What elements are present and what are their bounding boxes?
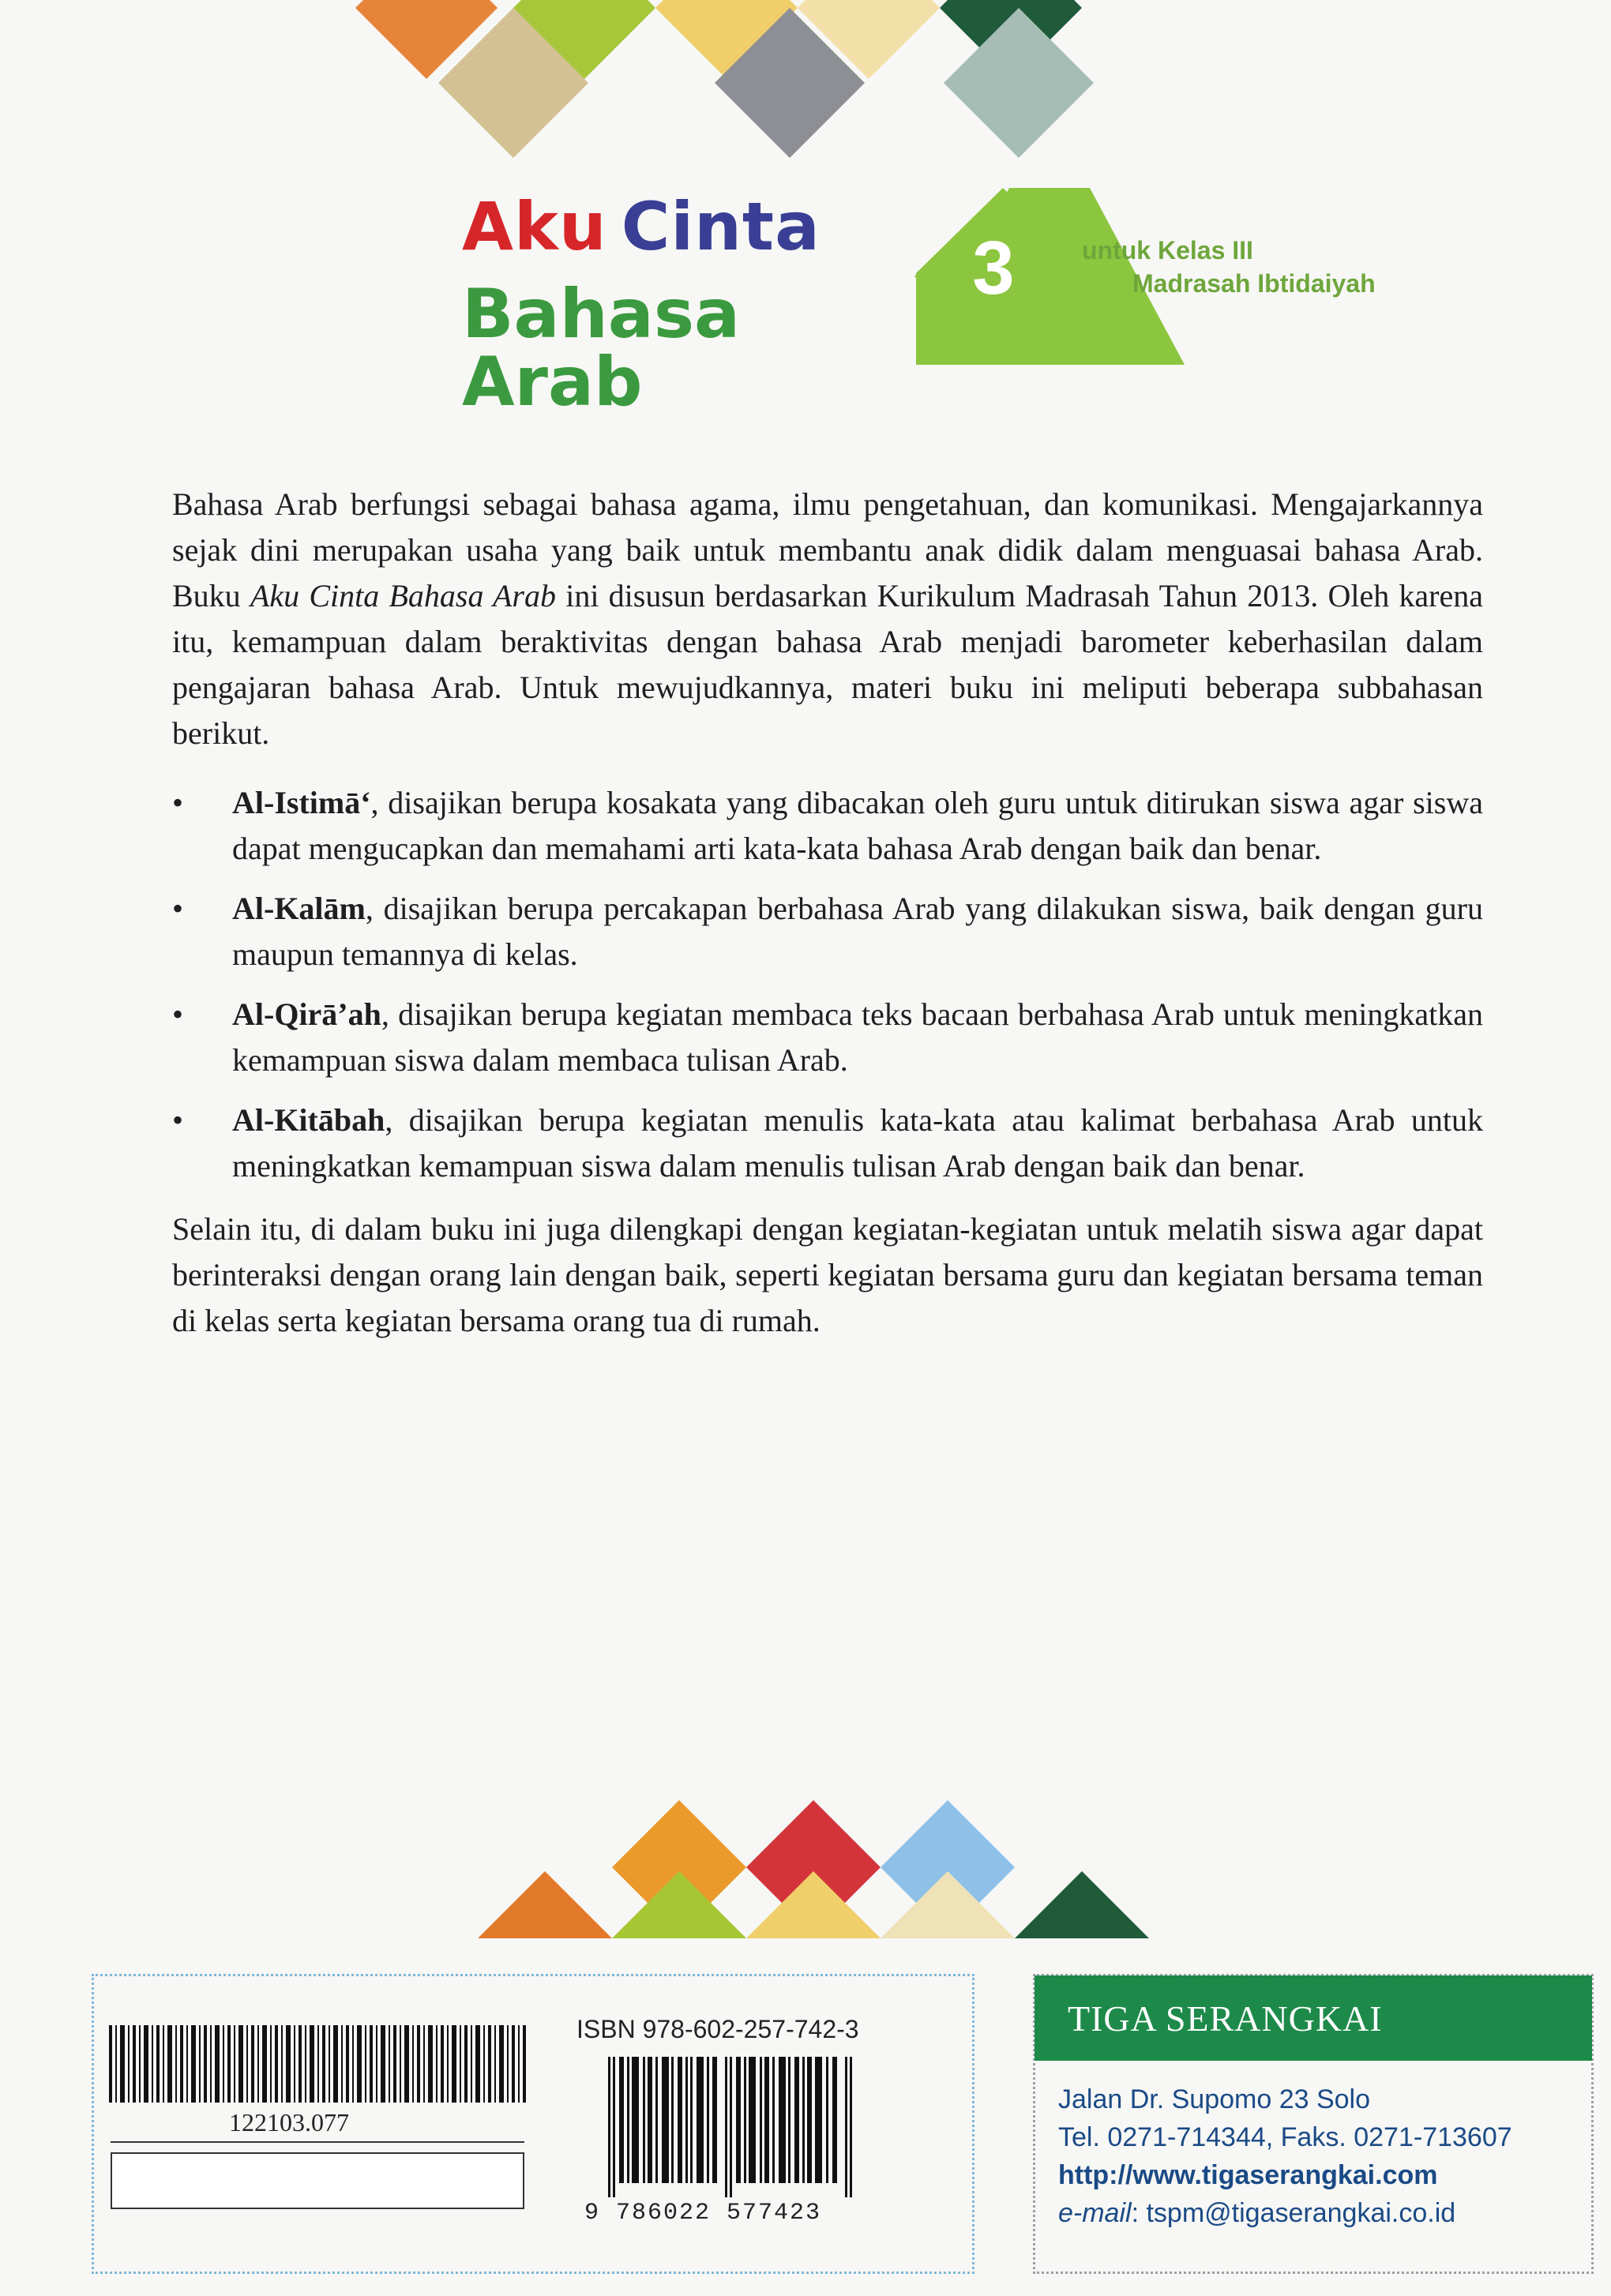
closing-paragraph: Selain itu, di dalam buku ini juga dilengkapi dengan kegiatan-kegiatan untuk melatih siswa agar dapat berinteraksi dengan orang lain dengan baik, seperti kegiatan bersama guru dan kegiatan bersama teman di kelas serta kegiatan bersama orang tua di rumah. xyxy=(172,1211,1483,1338)
volume-school-label: Madrasah Ibtidaiyah xyxy=(1132,269,1376,298)
bullet-icon: • xyxy=(172,891,184,926)
subtopic-term: Al-Kalām xyxy=(232,891,366,926)
subtopic-text: , disajikan berupa kegiatan membaca teks bacaan berbahasa Arab untuk meningkatkan kemampuan siswa dalam membaca tulisan Arab. xyxy=(232,996,1483,1078)
publisher-address: Jalan Dr. Supomo 23 Solo xyxy=(1058,2084,1371,2114)
internal-barcode xyxy=(109,2025,526,2103)
title-word-aku: Aku xyxy=(462,188,607,265)
publisher-website-link[interactable]: http://www.tigaserangkai.com xyxy=(1058,2160,1438,2190)
bullet-icon: • xyxy=(172,1102,184,1138)
blank-label-box xyxy=(111,2152,524,2209)
publisher-phone: Tel. 0271-714344, Faks. 0271-713607 xyxy=(1058,2122,1512,2152)
volume-class-label: untuk Kelas III xyxy=(1082,236,1253,264)
isbn-barcode xyxy=(608,2057,853,2197)
bullet-icon: • xyxy=(172,785,184,820)
subtopic-term: Al-Istimā‘ xyxy=(232,785,371,820)
bullet-icon: • xyxy=(172,996,184,1032)
subtopic-text: , disajikan berupa percakapan berbahasa Arab yang dilakukan siswa, baik dengan guru maupun temannya di kelas. xyxy=(232,891,1483,972)
isbn-digits: 9 786022 577423 xyxy=(584,2200,822,2227)
intro-text-1: Bahasa Arab berfungsi sebagai bahasa agama, ilmu pengetahuan, dan komunikasi. Mengajarkannya sejak dini merupakan usaha yang baik untuk membantu anak didik dalam menguasai bahasa Arab. Buku xyxy=(172,486,1483,613)
subtopic-term: Al-Kitābah xyxy=(232,1102,385,1138)
volume-number: 3 xyxy=(972,226,1015,310)
publisher-email xyxy=(1058,2194,1512,2232)
subtopic-text: , disajikan berupa kegiatan menulis kata-kata atau kalimat berbahasa Arab untuk meningkatkan kemampuan siswa dalam menulis tulisan Arab dengan baik dan benar. xyxy=(232,1102,1483,1184)
subtopic-term: Al-Qirā’ah xyxy=(232,996,381,1032)
divider xyxy=(111,2141,524,2143)
title-line-bahasa-arab: Bahasa Arab xyxy=(462,275,741,422)
publisher-contact xyxy=(1058,2080,1512,2232)
subtopic-text: , disajikan berupa kosakata yang dibacakan oleh guru untuk ditirukan siswa agar siswa dapat mengucapkan dan memahami arti kata-kata bahasa Arab dengan baik dan benar. xyxy=(232,785,1483,866)
email-label: e-mail xyxy=(1058,2198,1132,2228)
title-word-cinta: Cinta xyxy=(621,188,821,265)
email-address[interactable]: : tspm@tigaserangkai.co.id xyxy=(1131,2198,1456,2228)
isbn-label: ISBN 978-602-257-742-3 xyxy=(576,2015,859,2043)
publisher-name: TIGA SERANGKAI xyxy=(1068,1998,1383,2039)
intro-text-2: ini disusun berdasarkan Kurikulum Madrasah Tahun 2013. Oleh karena itu, kemampuan dalam beraktivitas dengan bahasa Arab menjadi barometer keberhasilan dalam pengajaran bahasa Arab. Untuk mewujudkannya, materi buku ini meliputi beberapa subbahasan berikut. xyxy=(172,578,1484,751)
internal-code: 122103.077 xyxy=(229,2108,349,2137)
intro-book-title: Aku Cinta Bahasa Arab xyxy=(250,578,556,613)
